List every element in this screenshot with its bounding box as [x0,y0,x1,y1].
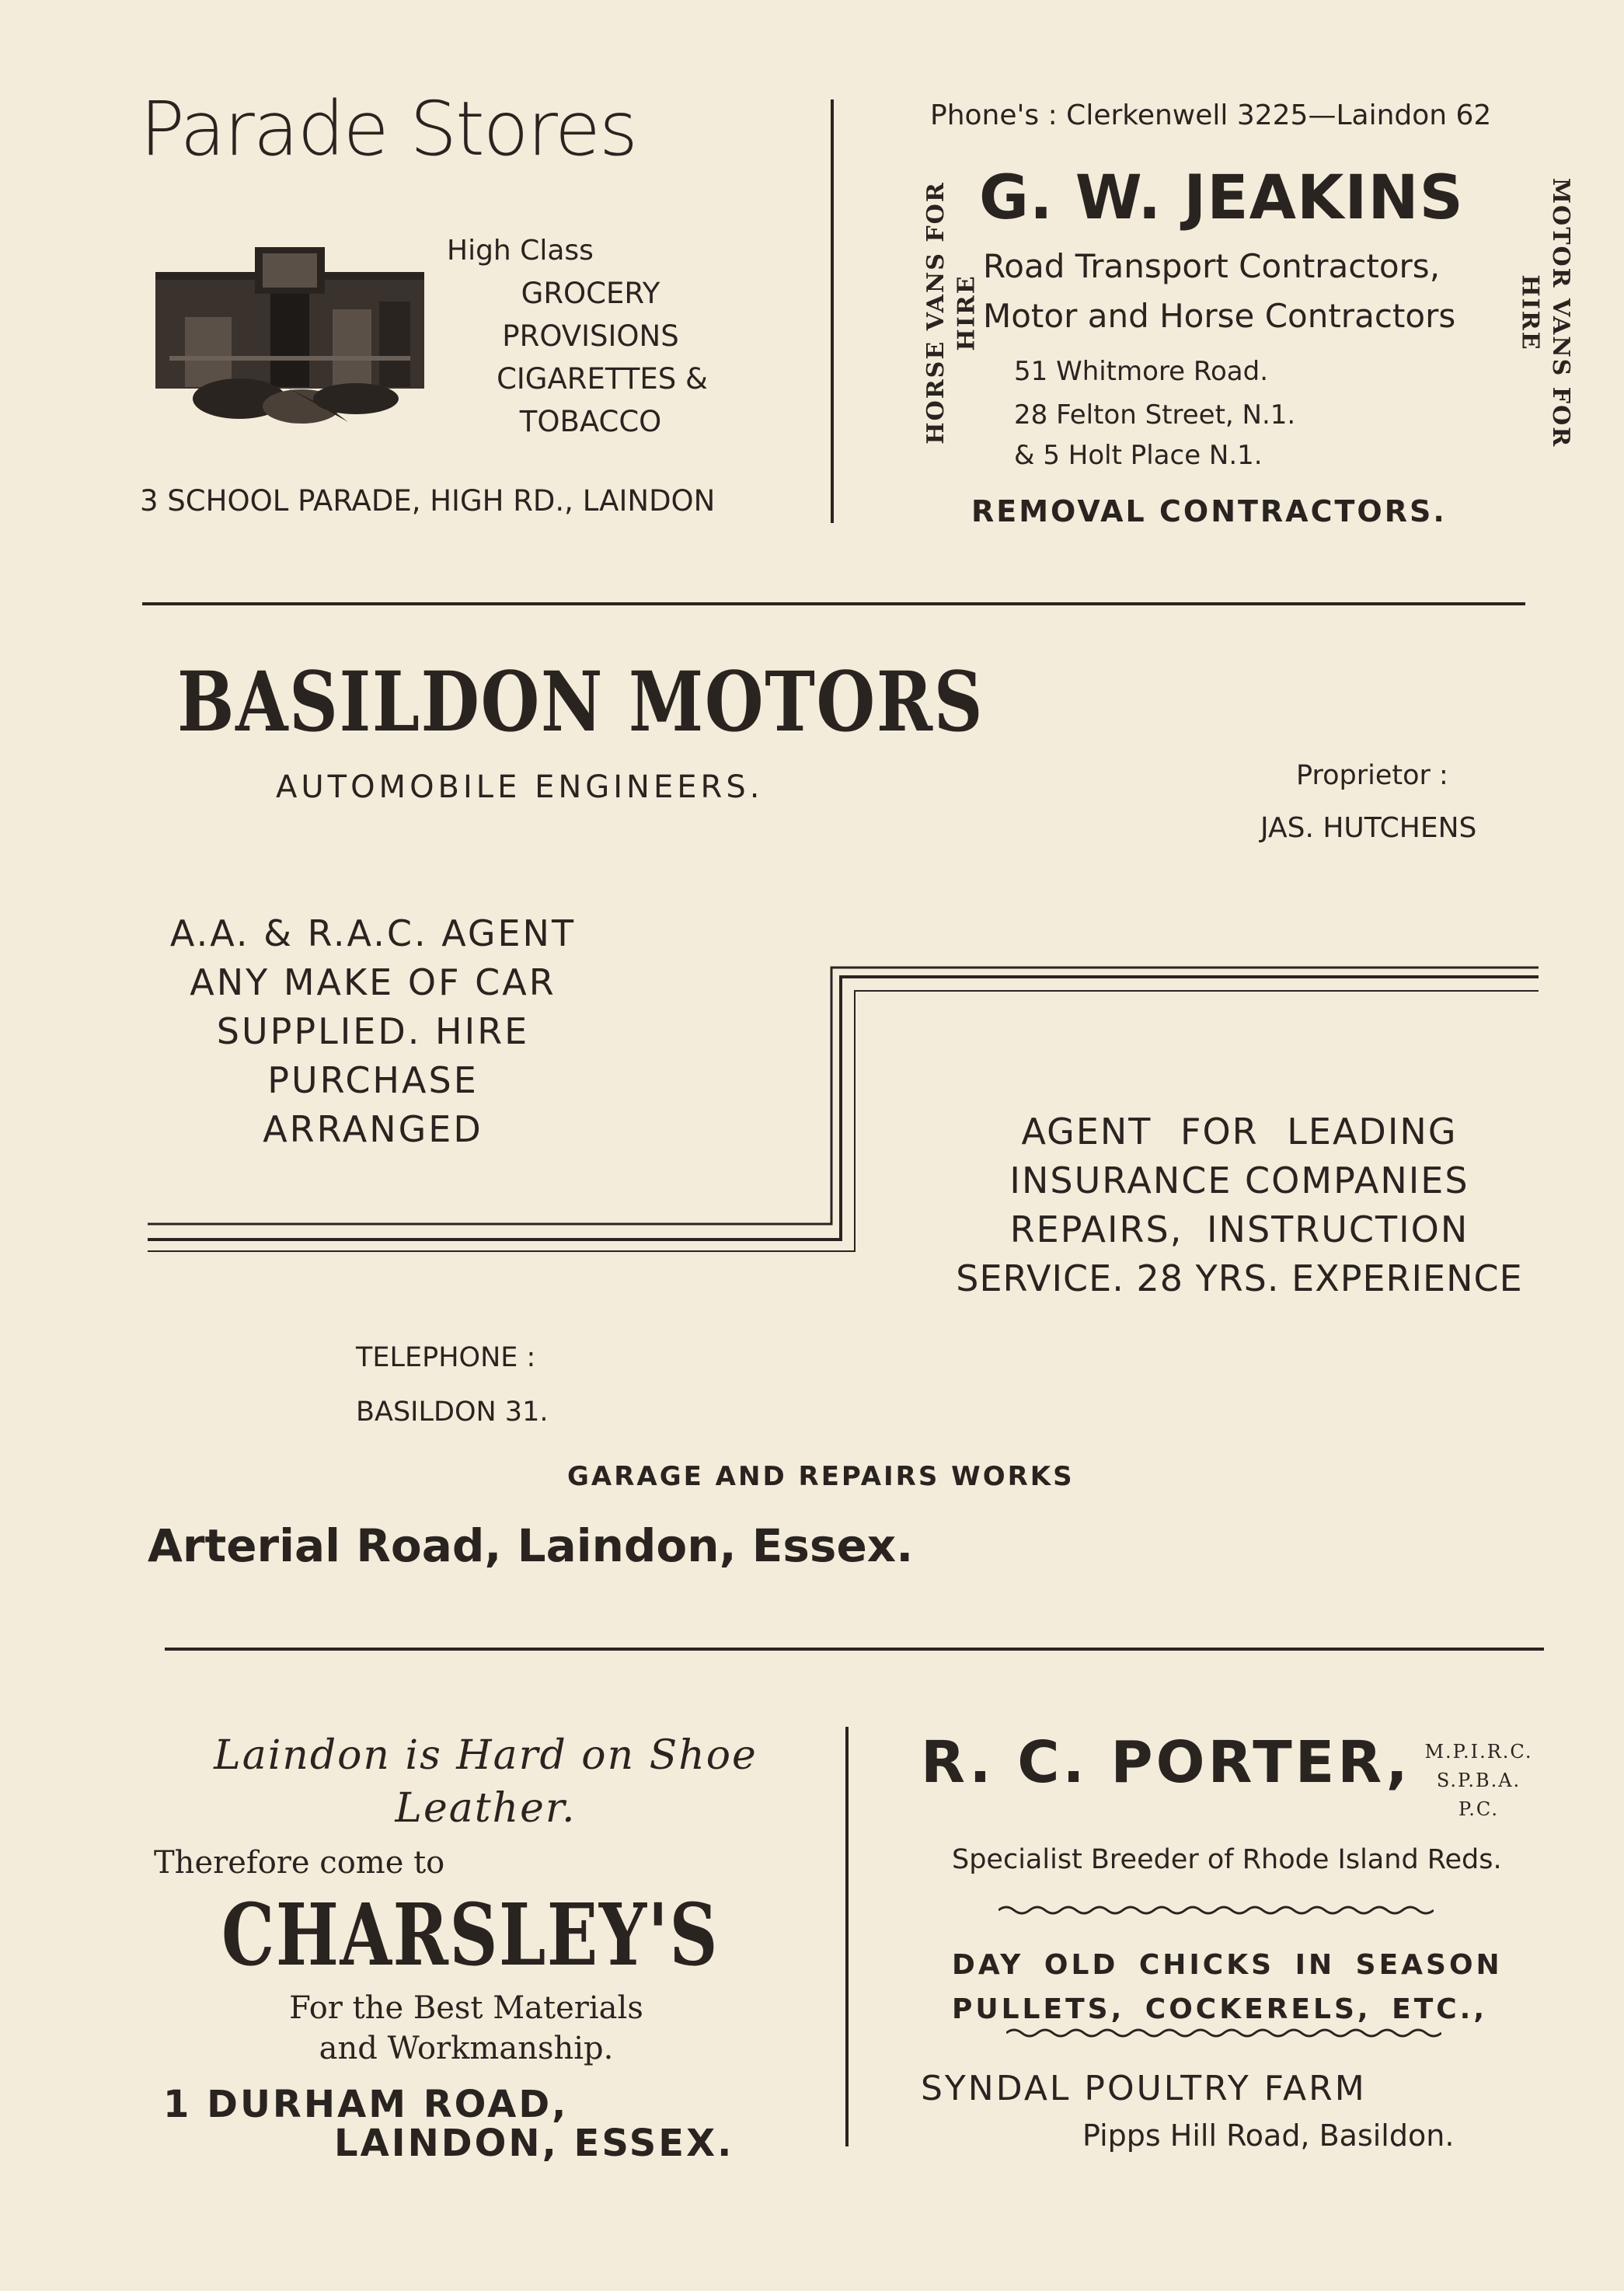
qualification: P.C. [1458,1798,1500,1820]
divider-vertical [831,99,834,523]
horse-vans-hire: HIRE [953,274,981,351]
wavy-divider [1006,2025,1441,2041]
basildon-subtitle: AUTOMOBILE ENGINEERS. [276,769,764,805]
divider-vertical [845,1727,849,2146]
basildon-motors-title: BASILDON MOTORS [177,653,985,750]
charsley-address: 1 DURHAM ROAD, [163,2083,569,2126]
service-line: REPAIRS, INSTRUCTION [1009,1208,1469,1250]
basildon-telephone [356,1330,548,1439]
charsley-address: LAINDON, ESSEX. [334,2122,734,2165]
charsley-name: CHARSLEY'S [221,1885,720,1985]
parade-address: 3 SCHOOL PARADE, HIGH RD., LAINDON [140,484,716,518]
best-line: and Workmanship. [319,2031,614,2066]
porter-qualifications [1405,1738,1553,1824]
grocery-illustration-icon [154,247,426,427]
chicks-line: DAY OLD CHICKS IN SEASON [952,1949,1503,1981]
jeakins-address: & 5 Holt Place N.1. [1014,440,1263,471]
jeakins-title: G. W. JEAKINS [979,163,1464,233]
motor-vans-hire: HIRE [1516,274,1544,351]
service-line: AGENT FOR LEADING [1021,1111,1458,1152]
poultry-farm-address: Pipps Hill Road, Basildon. [1082,2118,1455,2153]
service-line: SUPPLIED. HIRE PURCHASE [216,1010,530,1101]
proprietor-label: Proprietor : [1296,760,1448,791]
high-class-label: High Class [447,235,594,267]
tagline-line: Leather. [395,1785,577,1832]
divider-horizontal [165,1648,1544,1651]
parade-items [466,272,715,443]
divider-horizontal [142,602,1525,605]
parade-stores-title: Parade Stores [140,85,636,173]
parade-item: CIGARETTES & [497,362,708,396]
wavy-divider [998,1902,1434,1918]
poultry-farm-name: SYNDAL POULTRY FARM [921,2069,1367,2108]
garage-label: GARAGE AND REPAIRS WORKS [567,1461,1075,1492]
chicks-line: PULLETS, COCKERELS, ETC., [952,1993,1488,2025]
jeakins-address: 51 Whitmore Road. [1014,356,1269,387]
porter-chicks [952,1943,1511,2031]
service-line: ANY MAKE OF CAR [190,961,556,1003]
motor-vans-label [1496,177,1575,455]
charsley-tagline [144,1729,828,1835]
proprietor-name: JAS. HUTCHENS [1260,812,1477,844]
qualification: S.P.B.A. [1436,1770,1521,1791]
telephone-number: BASILDON 31. [356,1397,549,1428]
jeakins-line2: Motor and Horse Contractors [983,297,1456,335]
jeakins-phone: Phone's : Clerkenwell 3225—Laindon 62 [930,99,1492,131]
charsley-come: Therefore come to [154,1845,445,1881]
removal-contractors: REMOVAL CONTRACTORS. [971,494,1447,528]
basildon-services-right [921,1107,1558,1303]
porter-name: R. C. PORTER, [921,1729,1411,1796]
porter-specialist: Specialist Breeder of Rhode Island Reds. [952,1844,1502,1875]
service-line: INSURANCE COMPANIES [1009,1159,1469,1201]
horse-vans-label [897,181,981,447]
jeakins-address: 28 Felton Street, N.1. [1014,399,1296,431]
tagline-line: Laindon is Hard on Shoe [214,1732,758,1779]
jeakins-line1: Road Transport Contractors, [983,247,1441,285]
parade-item: PROVISIONS [502,319,679,353]
parade-item: GROCERY [521,277,660,310]
basildon-address: Arterial Road, Laindon, Essex. [148,1519,914,1572]
service-line: A.A. & R.A.C. AGENT [169,912,577,954]
parade-item: TOBACCO [519,405,662,438]
best-line: For the Best Materials [289,1990,643,2026]
motor-vans-text: MOTOR VANS FOR [1547,177,1575,448]
service-line: ARRANGED [263,1108,483,1150]
service-line: SERVICE. 28 YRS. EXPERIENCE [956,1257,1523,1299]
telephone-label: TELEPHONE : [356,1342,536,1373]
horse-vans-text: HORSE VANS FOR [922,181,950,445]
charsley-best [194,1988,738,2069]
qualification: M.P.I.R.C. [1424,1741,1533,1763]
